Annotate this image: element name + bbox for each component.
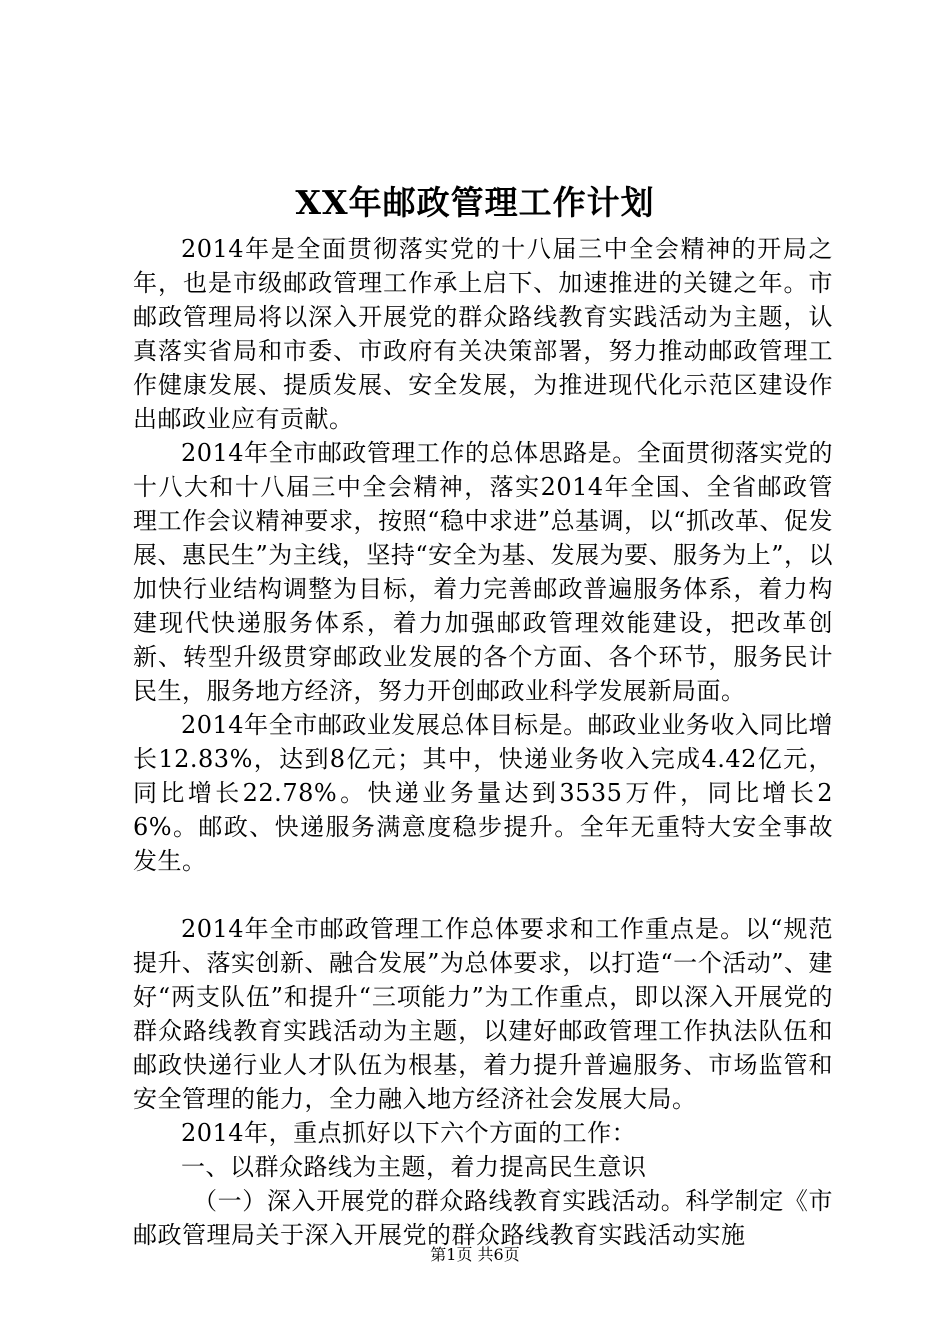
- paragraph-gap: [133, 878, 833, 912]
- paragraph-overall-targets: 2014年全市邮政业发展总体目标是。邮政业业务收入同比增长12.83%，达到8亿元；其中，快递业务收入完成4.42亿元，同比增长22.78%。快递业务量达到3535万件，同比增长26%。邮政、快递服务满意度稳步提升。全年无重特大安全事故发生。: [133, 711, 833, 875]
- section-heading-one: 一、以群众路线为主题，着力提高民生意识: [181, 1153, 647, 1181]
- paragraph-requirements: 2014年全市邮政管理工作总体要求和工作重点是。以“规范提升、落实创新、融合发展”为总体要求，以打造“一个活动”、建好“两支队伍”和提升“三项能力”为工作重点，即以深入开展党的群众路线教育实践活动为主题，以建好邮政管理工作执法队伍和邮政快递行业人才队伍为根基，着力提升普遍服务、市场监管和安全管理的能力，全力融入地方经济社会发展大局。: [133, 915, 833, 1113]
- page-footer: 第1页 共6页: [430, 1245, 520, 1264]
- paragraph-key-tasks-intro: 2014年，重点抓好以下六个方面的工作：: [181, 1119, 637, 1147]
- paragraph-intro: 2014年是全面贯彻落实党的十八届三中全会精神的开局之年，也是市级邮政管理工作承上启下、加速推进的关键之年。市邮政管理局将以深入开展党的群众路线教育实践活动为主题，认真落实省局和市委、市政府有关决策部署，努力推动邮政管理工作健康发展、提质发展、安全发展，为推进现代化示范区建设作出邮政业应有贡献。: [133, 235, 833, 433]
- document-body: [133, 232, 833, 1252]
- paragraph-overall-approach: 2014年全市邮政管理工作的总体思路是。全面贯彻落实党的十八大和十八届三中全会精神，落实2014年全国、全省邮政管理工作会议精神要求，按照“稳中求进”总基调，以“抓改革、促发展、惠民生”为主线，坚持“安全为基、发展为要、服务为上”，以加快行业结构调整为目标，着力完善邮政普遍服务体系，着力构建现代快递服务体系，着力加强邮政管理效能建设，把改革创新、转型升级贯穿邮政业发展的各个方面、各个环节，服务民计民生，服务地方经济，努力开创邮政业科学发展新局面。: [133, 439, 833, 705]
- paragraph-subsection-one: （一）深入开展党的群众路线教育实践活动。科学制定《市邮政管理局关于深入开展党的群众路线教育实践活动实施: [133, 1187, 833, 1249]
- document-title: XX年邮政管理工作计划: [295, 183, 655, 222]
